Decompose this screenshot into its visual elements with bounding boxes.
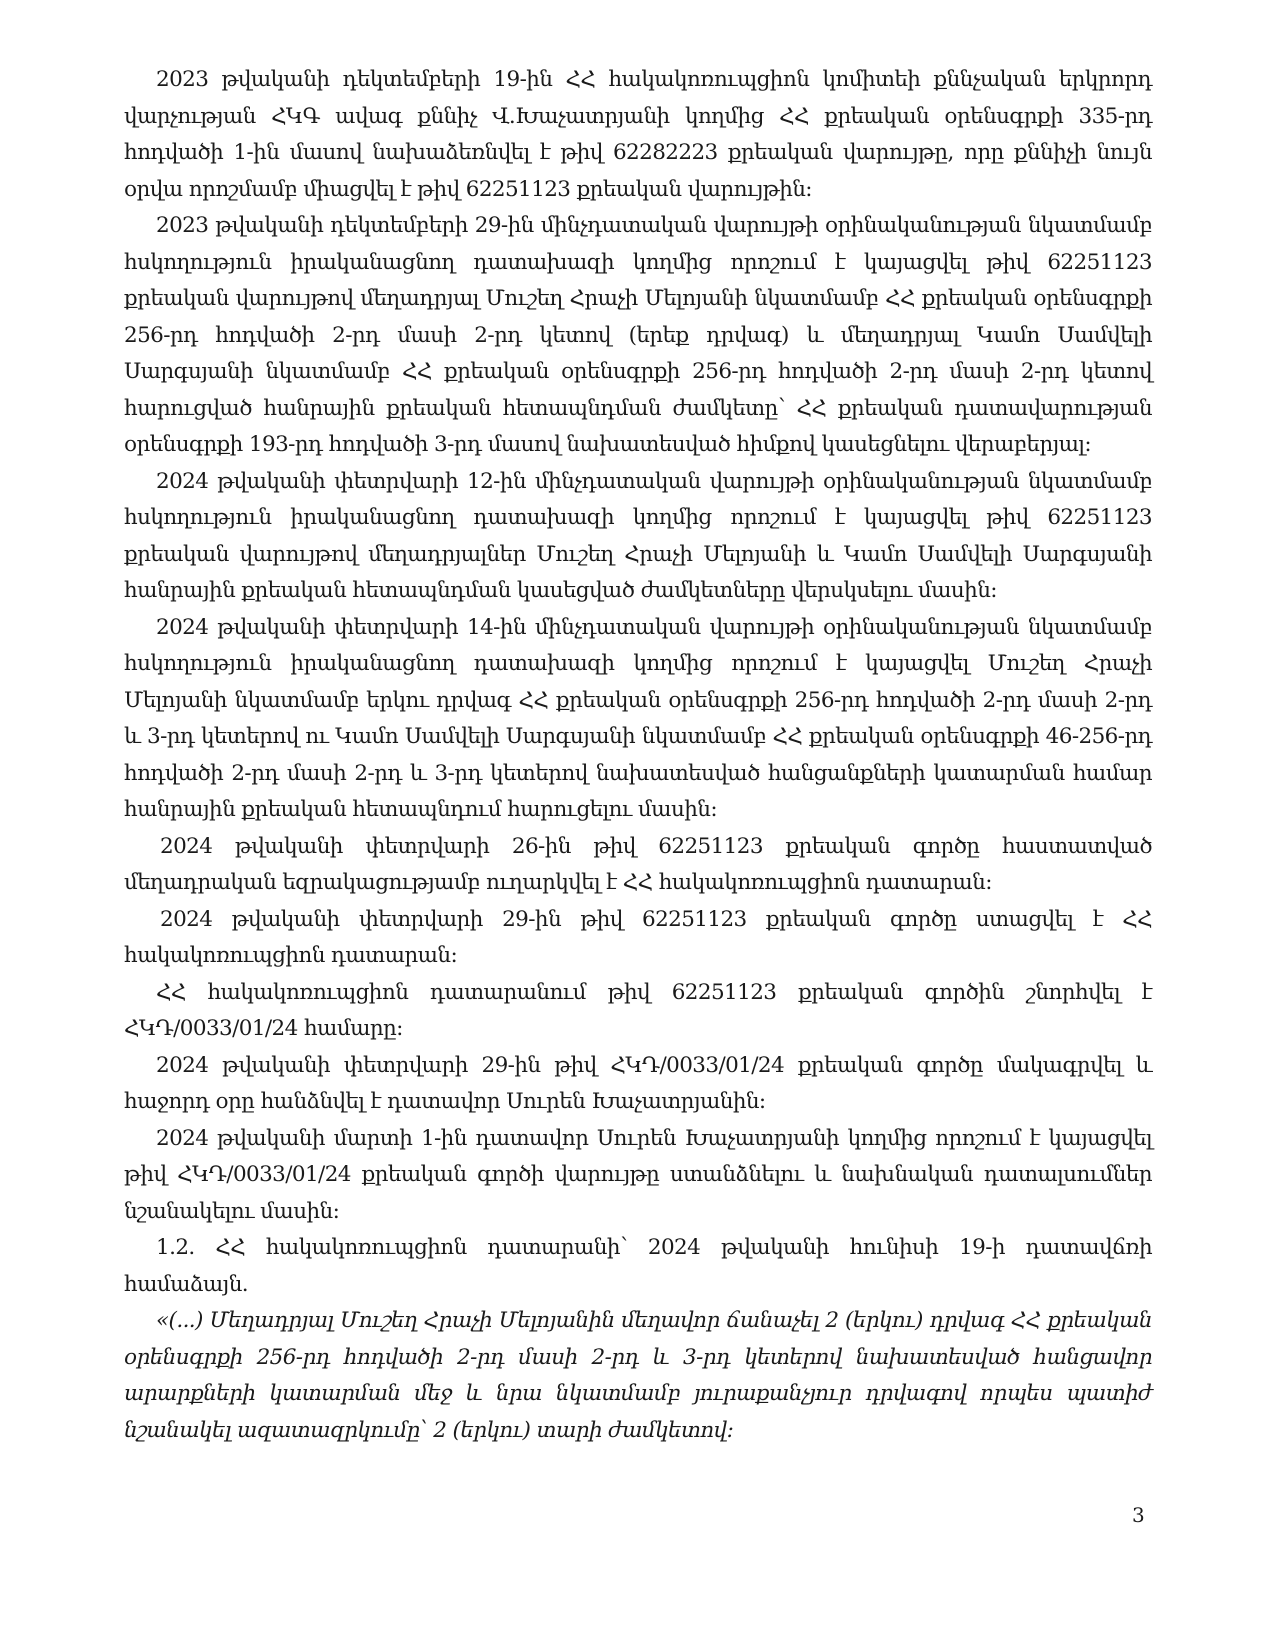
paragraph-case-assigned-to-judge: 2024 թվականի փետրվարի 29-ին թիվ ՀԿԴ/0033/01/24 քրեական գործը մակագրվել և հաջորդ օրը հանձնվել է դատավոր Սուրեն Խաչատրյանին: [124,1052,1152,1114]
document-page [124,62,1152,1449]
paragraph-case-initiated: 2023 թվականի դեկտեմբերի 19-ին ՀՀ հակակոռուպցիոն կոմիտեի քննչական երկրորդ վարչության ՀԿԳ ավագ քննիչ Վ.Խաչատրյանի կողմից ՀՀ քրեական օրենսգրքի 335-րդ հոդվածի 1-ին մասով նախաձեռնվել է թիվ 62282223 քրեական վարույթը, որը քննիչի նույն օրվա որոշմամբ միացվել է թիվ 62251123 քրեական վարույթին: [124,67,1152,202]
paragraph-case-sent-to-court: 2024 թվականի փետրվարի 26-ին թիվ 62251123 քրեական գործը հաստատված մեղադրական եզրակացությամբ ուղարկվել է ՀՀ հակակոռուպցիոն դատարան: [124,833,1152,895]
paragraph-case-received: 2024 թվականի փետրվարի 29-ին թիվ 62251123 քրեական գործը ստացվել է ՀՀ հակակոռուպցիոն դատարան: [124,906,1152,968]
paragraph-verdict-heading: 1.2. ՀՀ հակակոռուպցիոն դատարանի՝ 2024 թվականի հունիսի 19-ի դատավճռի համաձայն. [124,1235,1152,1297]
paragraph-case-number-assigned: ՀՀ հակակոռուպցիոն դատարանում թիվ 62251123 քրեական գործին շնորհվել է ՀԿԴ/0033/01/24 համարը: [124,979,1152,1041]
paragraph-prosecution-initiated: 2024 թվականի փետրվարի 14-ին մինչդատական վարույթի օրինականության նկատմամբ հսկողություն իրականացնող դատախազի կողմից որոշում է կայացվել Մուշեղ Հրաչի Մելոյանի նկատմամբ երկու դրվագ ՀՀ քրեական օրենսգրքի 256-րդ հոդվածի 2-րդ մասի 2-րդ և 3-րդ կետերով ու Կամո Սամվելի Սարգսյանի նկատմամբ ՀՀ քրեական օրենսգրքի 46-256-րդ հոդվածի 2-րդ մասի 2-րդ և 3-րդ կետերով նախատեսված հանցանքների կատարման համար հանրային քրեական հետապնդում հարուցելու մասին: [124,614,1152,822]
paragraph-proceedings-accepted: 2024 թվականի մարտի 1-ին դատավոր Սուրեն Խաչատրյանի կողմից որոշում է կայացվել թիվ ՀԿԴ/0033/01/24 քրեական գործի վարույթը ստանձնելու և նախնական դատալսումներ նշանակելու մասին: [124,1125,1152,1224]
verdict-quote: «(...) Մեղադրյալ Մուշեղ Հրաչի Մելոյանին մեղավոր ճանաչել 2 (երկու) դրվագ ՀՀ քրեական օրենսգրքի 256-րդ հոդվածի 2-րդ մասի 2-րդ և 3-րդ կետերով նախատեսված հանցավոր արարքների կատարման մեջ և նրա նկատմամբ յուրաքանչյուր դրվագով որպես պատիժ նշանակել ազատազրկումը՝ 2 (երկու) տարի ժամկետով: [124,1308,1152,1443]
paragraph-prosecution-resumed: 2024 թվականի փետրվարի 12-ին մինչդատական վարույթի օրինականության նկատմամբ հսկողություն իրականացնող դատախազի կողմից որոշում է կայացվել թիվ 62251123 քրեական վարույթով մեղադրյալներ Մուշեղ Հրաչի Մելոյանի և Կամո Սամվելի Սարգսյանի հանրային քրեական հետապնդման կասեցված ժամկետները վերսկսելու մասին: [124,468,1152,603]
page-number: 3 [1132,1503,1145,1527]
paragraph-prosecution-suspended: 2023 թվականի դեկտեմբերի 29-ին մինչդատական վարույթի օրինականության նկատմամբ հսկողություն իրականացնող դատախազի կողմից որոշում է կայացվել թիվ 62251123 քրեական վարույթով մեղադրյալ Մուշեղ Հրաչի Մելոյանի նկատմամբ ՀՀ քրեական օրենսգրքի 256-րդ հոդվածի 2-րդ մասի 2-րդ կետով (երեք դրվագ) և մեղադրյալ Կամո Սամվելի Սարգսյանի նկատմամբ ՀՀ քրեական օրենսգրքի 256-րդ հոդվածի 2-րդ մասի 2-րդ կետով հարուցված հանրային քրեական հետապնդման ժամկետը՝ ՀՀ քրեական դատավարության օրենսգրքի 193-րդ հոդվածի 3-րդ մասով նախատեսված հիմքով կասեցնելու վերաբերյալ: [124,213,1152,457]
